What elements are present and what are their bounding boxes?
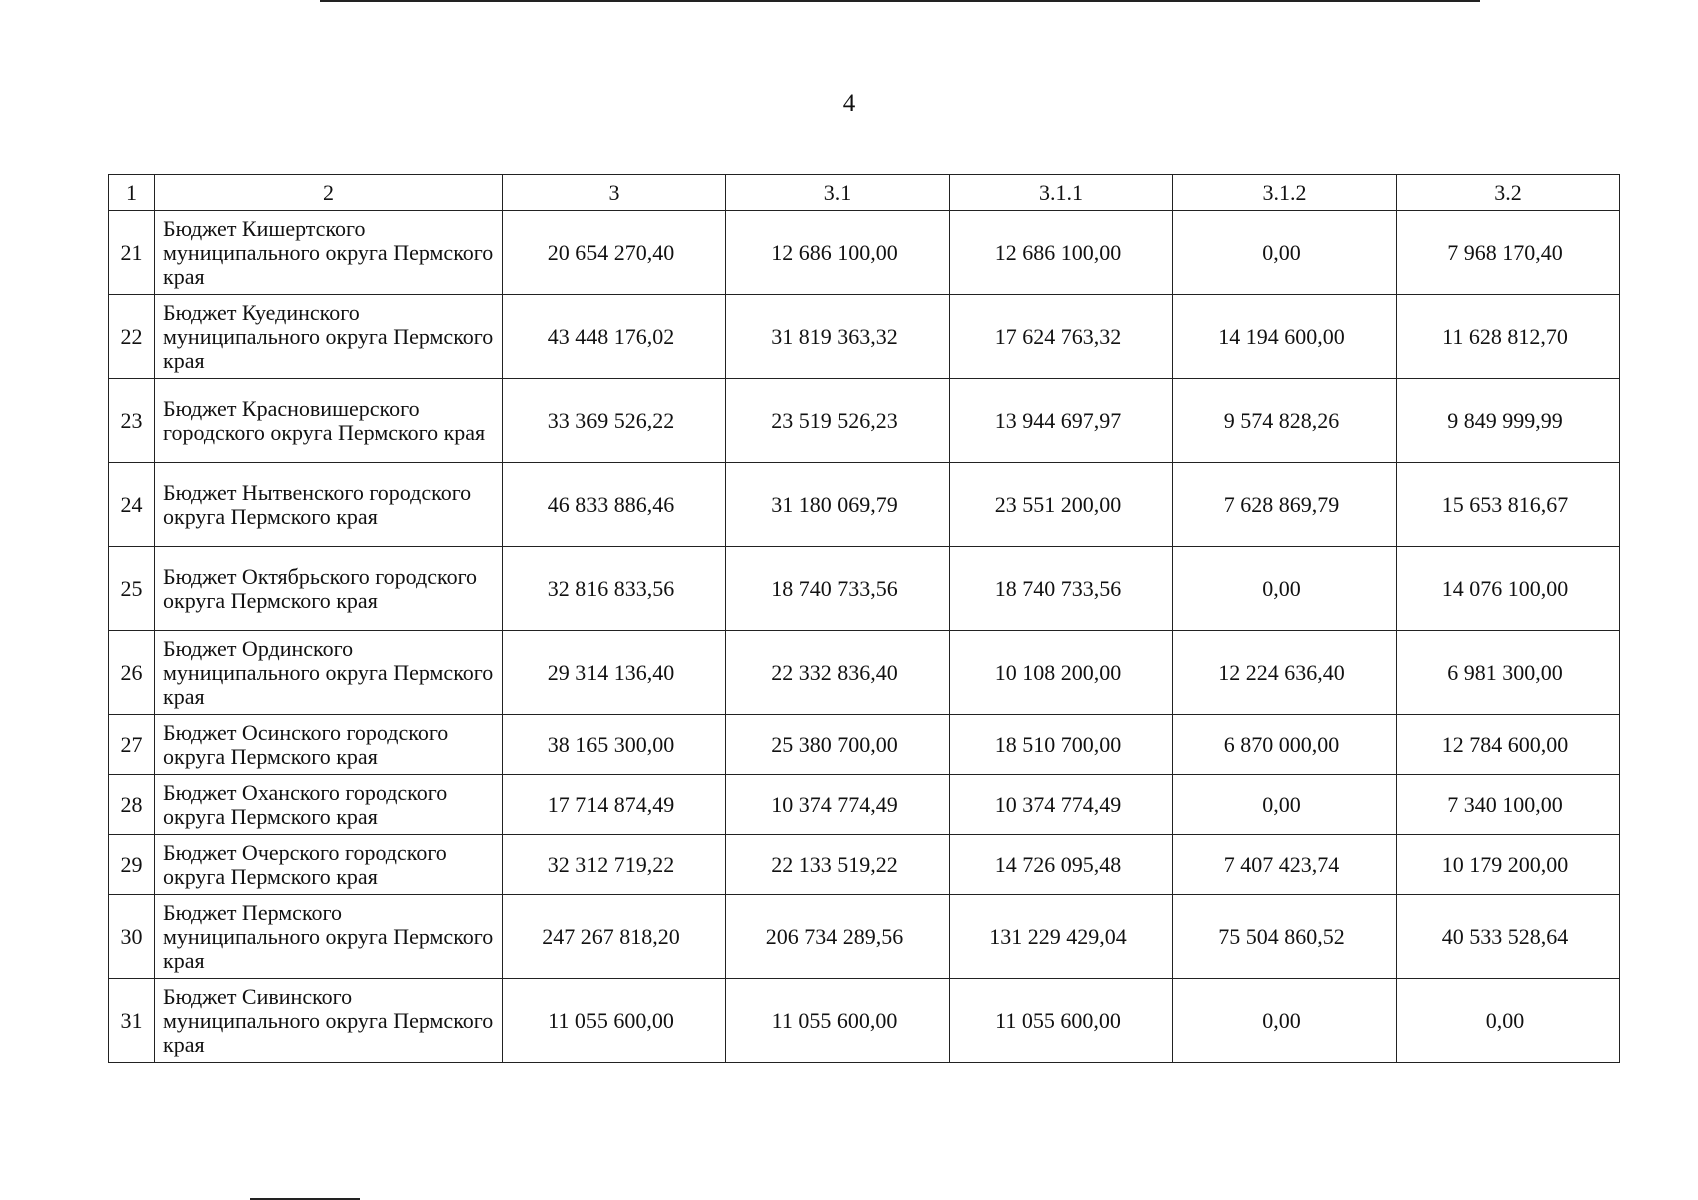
row-number: 22 — [109, 295, 155, 379]
value-total: 32 312 719,22 — [503, 835, 726, 895]
value-3-1-1: 11 055 600,00 — [950, 979, 1173, 1063]
budget-name: Бюджет Ординского муниципального округа Пермского края — [155, 631, 503, 715]
value-total: 11 055 600,00 — [503, 979, 726, 1063]
value-total: 43 448 176,02 — [503, 295, 726, 379]
table-row — [109, 379, 1620, 463]
header-cell-3-1-2: 3.1.2 — [1173, 175, 1397, 211]
value-3-1-2: 7 628 869,79 — [1173, 463, 1397, 547]
value-total: 33 369 526,22 — [503, 379, 726, 463]
value-3-1-2: 14 194 600,00 — [1173, 295, 1397, 379]
value-3-1-2: 75 504 860,52 — [1173, 895, 1397, 979]
value-3-2: 6 981 300,00 — [1397, 631, 1620, 715]
header-cell-1: 1 — [109, 175, 155, 211]
table-row — [109, 979, 1620, 1063]
value-3-1-1: 10 108 200,00 — [950, 631, 1173, 715]
value-3-1-1: 18 740 733,56 — [950, 547, 1173, 631]
value-3-1: 31 819 363,32 — [726, 295, 950, 379]
value-3-1: 22 332 836,40 — [726, 631, 950, 715]
budget-name: Бюджет Оханского городского округа Пермского края — [155, 775, 503, 835]
value-3-1-2: 12 224 636,40 — [1173, 631, 1397, 715]
table-row — [109, 547, 1620, 631]
table-row — [109, 295, 1620, 379]
row-number: 29 — [109, 835, 155, 895]
budget-name: Бюджет Красновишерского городского округа Пермского края — [155, 379, 503, 463]
budget-name: Бюджет Кишертского муниципального округа Пермского края — [155, 211, 503, 295]
budget-name: Бюджет Куединского муниципального округа Пермского края — [155, 295, 503, 379]
scan-edge-top — [320, 0, 1480, 2]
header-cell-2: 2 — [155, 175, 503, 211]
value-3-1: 23 519 526,23 — [726, 379, 950, 463]
budget-name: Бюджет Сивинского муниципального округа Пермского края — [155, 979, 503, 1063]
header-cell-3-1-1: 3.1.1 — [950, 175, 1173, 211]
value-total: 38 165 300,00 — [503, 715, 726, 775]
page-number: 4 — [842, 90, 856, 117]
value-3-1-2: 0,00 — [1173, 211, 1397, 295]
value-total: 20 654 270,40 — [503, 211, 726, 295]
row-number: 30 — [109, 895, 155, 979]
table-row — [109, 463, 1620, 547]
value-3-2: 10 179 200,00 — [1397, 835, 1620, 895]
table-row — [109, 895, 1620, 979]
value-3-1-2: 7 407 423,74 — [1173, 835, 1397, 895]
header-cell-3-2: 3.2 — [1397, 175, 1620, 211]
value-total: 247 267 818,20 — [503, 895, 726, 979]
value-3-1: 18 740 733,56 — [726, 547, 950, 631]
value-total: 32 816 833,56 — [503, 547, 726, 631]
value-3-2: 0,00 — [1397, 979, 1620, 1063]
row-number: 26 — [109, 631, 155, 715]
value-3-1-1: 13 944 697,97 — [950, 379, 1173, 463]
value-3-1-1: 10 374 774,49 — [950, 775, 1173, 835]
value-3-2: 11 628 812,70 — [1397, 295, 1620, 379]
value-3-1-2: 0,00 — [1173, 547, 1397, 631]
value-3-2: 7 968 170,40 — [1397, 211, 1620, 295]
value-3-2: 14 076 100,00 — [1397, 547, 1620, 631]
table-row — [109, 631, 1620, 715]
value-3-2: 15 653 816,67 — [1397, 463, 1620, 547]
value-3-2: 7 340 100,00 — [1397, 775, 1620, 835]
row-number: 21 — [109, 211, 155, 295]
value-total: 46 833 886,46 — [503, 463, 726, 547]
budget-name: Бюджет Нытвенского городского округа Пермского края — [155, 463, 503, 547]
value-total: 29 314 136,40 — [503, 631, 726, 715]
row-number: 28 — [109, 775, 155, 835]
row-number: 24 — [109, 463, 155, 547]
value-3-1-2: 0,00 — [1173, 979, 1397, 1063]
header-cell-3: 3 — [503, 175, 726, 211]
value-3-1-1: 18 510 700,00 — [950, 715, 1173, 775]
value-3-1-1: 23 551 200,00 — [950, 463, 1173, 547]
value-3-1: 11 055 600,00 — [726, 979, 950, 1063]
value-3-1-2: 9 574 828,26 — [1173, 379, 1397, 463]
value-total: 17 714 874,49 — [503, 775, 726, 835]
table-row — [109, 775, 1620, 835]
value-3-1-1: 17 624 763,32 — [950, 295, 1173, 379]
value-3-1-2: 6 870 000,00 — [1173, 715, 1397, 775]
row-number: 27 — [109, 715, 155, 775]
header-cell-3-1: 3.1 — [726, 175, 950, 211]
value-3-2: 9 849 999,99 — [1397, 379, 1620, 463]
value-3-1-1: 131 229 429,04 — [950, 895, 1173, 979]
value-3-1: 10 374 774,49 — [726, 775, 950, 835]
value-3-2: 40 533 528,64 — [1397, 895, 1620, 979]
value-3-1: 22 133 519,22 — [726, 835, 950, 895]
value-3-1: 206 734 289,56 — [726, 895, 950, 979]
budget-name: Бюджет Октябрьского городского округа Пермского края — [155, 547, 503, 631]
value-3-1-1: 12 686 100,00 — [950, 211, 1173, 295]
budget-table — [108, 174, 1620, 1063]
value-3-1-1: 14 726 095,48 — [950, 835, 1173, 895]
budget-name: Бюджет Пермского муниципального округа Пермского края — [155, 895, 503, 979]
value-3-2: 12 784 600,00 — [1397, 715, 1620, 775]
table-row — [109, 835, 1620, 895]
row-number: 23 — [109, 379, 155, 463]
table-row — [109, 211, 1620, 295]
row-number: 31 — [109, 979, 155, 1063]
value-3-1: 12 686 100,00 — [726, 211, 950, 295]
budget-name: Бюджет Осинского городского округа Пермского края — [155, 715, 503, 775]
value-3-1: 25 380 700,00 — [726, 715, 950, 775]
value-3-1-2: 0,00 — [1173, 775, 1397, 835]
row-number: 25 — [109, 547, 155, 631]
header-row — [109, 175, 1620, 211]
budget-name: Бюджет Очерского городского округа Пермского края — [155, 835, 503, 895]
table-row — [109, 715, 1620, 775]
value-3-1: 31 180 069,79 — [726, 463, 950, 547]
